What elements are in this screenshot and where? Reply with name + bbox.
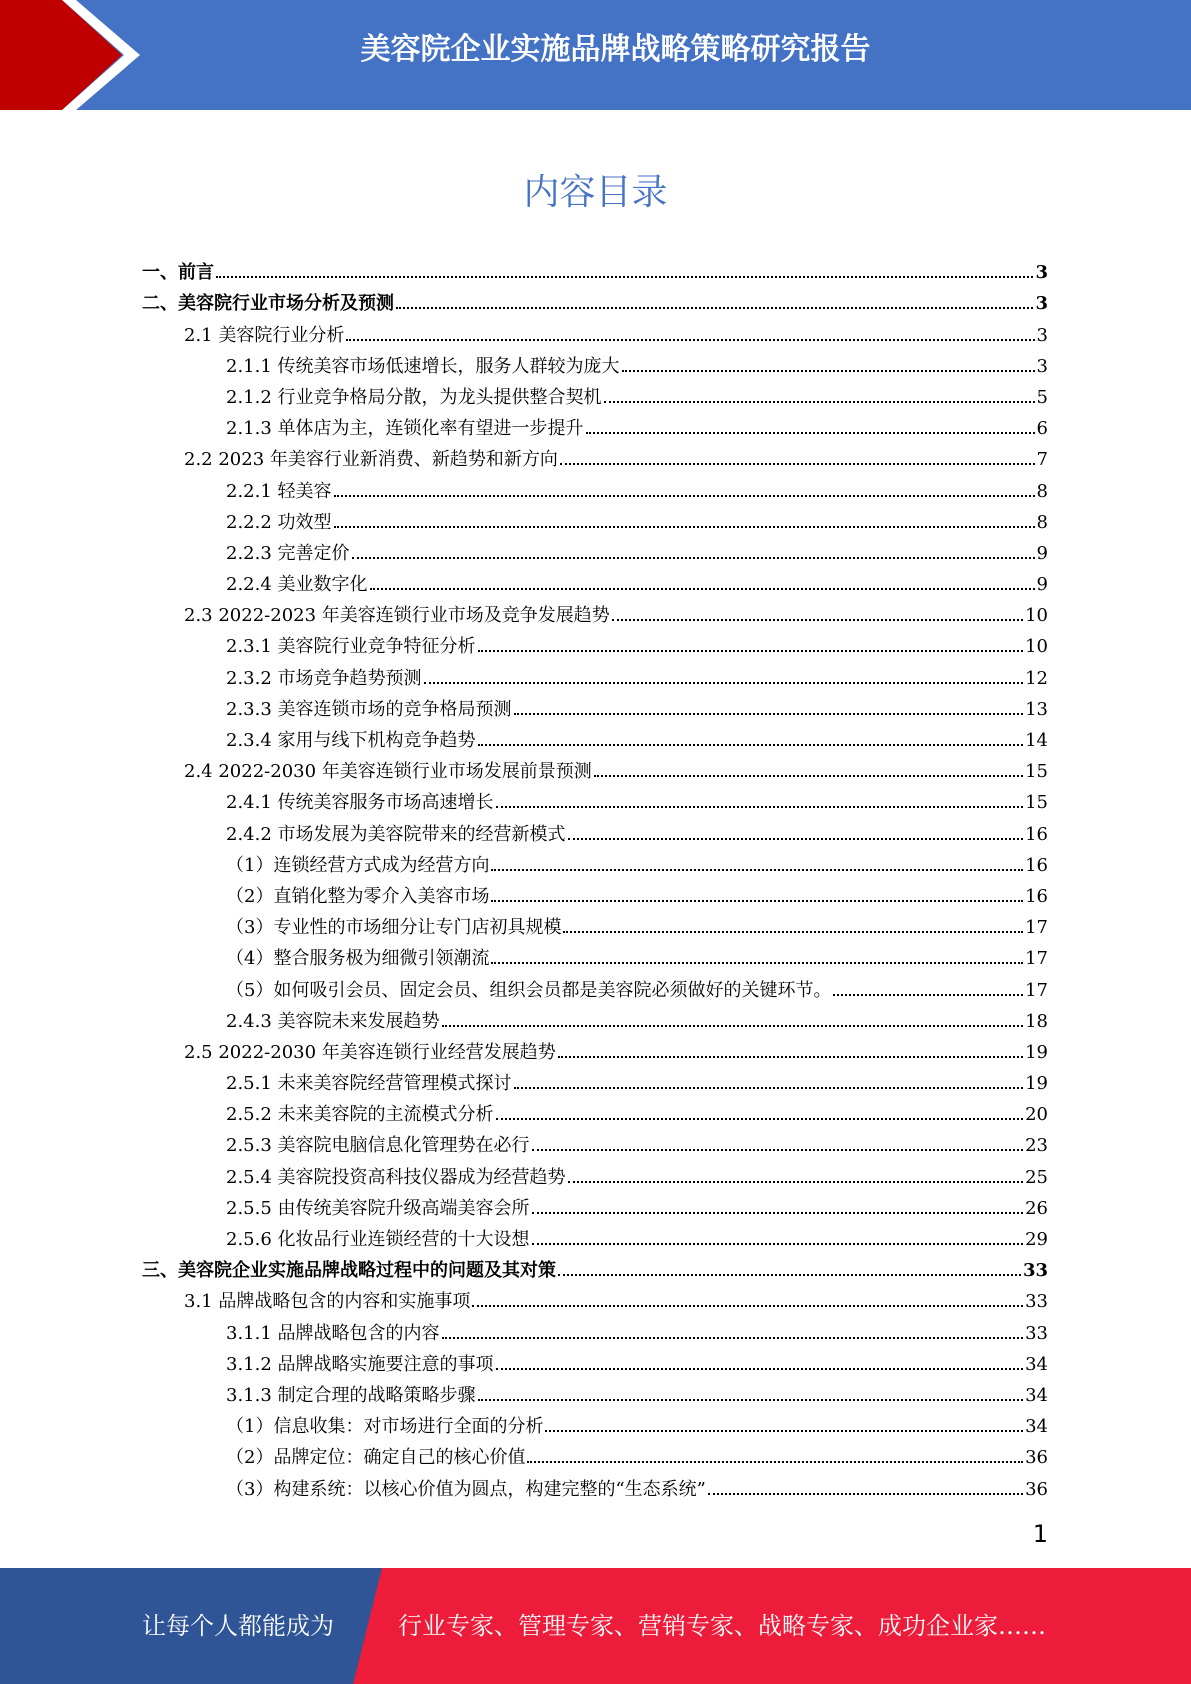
toc-entry-page: 33 bbox=[1025, 1322, 1048, 1344]
toc-entry[interactable] bbox=[142, 939, 1048, 970]
toc-entry-text: 2.5.2 未来美容院的主流模式分析 bbox=[226, 1104, 494, 1126]
toc-entry-text: 一、前言 bbox=[142, 262, 214, 284]
toc-leader-dots bbox=[216, 276, 1033, 278]
toc-entry-text: 2.1.2 行业竞争格局分散，为龙头提供整合契机 bbox=[226, 386, 602, 408]
toc-entry-page: 36 bbox=[1025, 1478, 1048, 1500]
toc-entry-text: 2.2.2 功效型 bbox=[226, 511, 332, 533]
toc-entry-page: 6 bbox=[1036, 418, 1048, 440]
toc-entry[interactable] bbox=[142, 1376, 1048, 1407]
toc-entry[interactable] bbox=[142, 284, 1048, 315]
toc-leader-dots bbox=[833, 994, 1023, 996]
toc-entry-text: 2.2.4 美业数字化 bbox=[226, 574, 368, 596]
toc-leader-dots bbox=[594, 775, 1023, 777]
toc-entry[interactable] bbox=[142, 1407, 1048, 1438]
toc-entry-page: 33 bbox=[1022, 1260, 1048, 1282]
toc-entry-text: 2.3 2022-2023 年美容连锁行业市场及竞争发展趋势 bbox=[184, 605, 610, 627]
toc-entry-page: 18 bbox=[1025, 1010, 1048, 1032]
toc-leader-dots bbox=[563, 931, 1023, 933]
footer-slogan-right: 行业专家、管理专家、营销专家、战略专家、成功企业家…… bbox=[398, 1612, 1046, 1640]
toc-entry[interactable] bbox=[142, 596, 1048, 627]
toc-entry-text: 2.5.3 美容院电脑信息化管理势在必行 bbox=[226, 1135, 530, 1157]
toc-entry[interactable] bbox=[142, 1220, 1048, 1251]
toc-entry[interactable] bbox=[142, 347, 1048, 378]
toc-entry-page: 25 bbox=[1025, 1166, 1048, 1188]
toc-entry-text: （1）信息收集：对市场进行全面的分析 bbox=[226, 1416, 544, 1438]
toc-entry[interactable] bbox=[142, 534, 1048, 565]
toc-entry-text: 三、美容院企业实施品牌战略过程中的问题及其对策 bbox=[142, 1260, 556, 1282]
toc-leader-dots bbox=[708, 1493, 1023, 1495]
toc-entry-page: 34 bbox=[1025, 1416, 1048, 1438]
toc-leader-dots bbox=[442, 1337, 1024, 1339]
toc-leader-dots bbox=[478, 650, 1024, 652]
toc-leader-dots bbox=[532, 1212, 1024, 1214]
toc-entry[interactable] bbox=[142, 440, 1048, 471]
toc-entry-text: （3）专业性的市场细分让专门店初具规模 bbox=[226, 917, 562, 939]
toc-leader-dots bbox=[491, 869, 1023, 871]
toc-entry[interactable] bbox=[142, 565, 1048, 596]
toc-entry[interactable] bbox=[142, 1157, 1048, 1188]
toc-entry-page: 36 bbox=[1025, 1447, 1048, 1469]
toc-entry-text: 2.3.3 美容连锁市场的竞争格局预测 bbox=[226, 698, 512, 720]
toc-entry-text: （5）如何吸引会员、固定会员、组织会员都是美容院必须做好的关键环节。 bbox=[226, 979, 832, 1001]
toc-entry-text: 2.2 2023 年美容行业新消费、新趋势和新方向 bbox=[184, 449, 558, 471]
toc-entry-text: （4）整合服务极为细微引领潮流 bbox=[226, 948, 490, 970]
toc-leader-dots bbox=[478, 744, 1024, 746]
toc-entry[interactable] bbox=[142, 1313, 1048, 1344]
toc-entry-text: 2.4.3 美容院未来发展趋势 bbox=[226, 1010, 440, 1032]
toc-entry[interactable] bbox=[142, 814, 1048, 845]
toc-entry-text: 3.1.2 品牌战略实施要注意的事项 bbox=[226, 1353, 494, 1375]
toc-entry-page: 16 bbox=[1025, 885, 1048, 907]
toc-entry[interactable] bbox=[142, 1064, 1048, 1095]
toc-entry-text: 2.1.3 单体店为主，连锁化率有望进一步提升 bbox=[226, 418, 584, 440]
toc-leader-dots bbox=[396, 307, 1033, 309]
toc-entry[interactable] bbox=[142, 1189, 1048, 1220]
toc-entry-text: 2.3.1 美容院行业竞争特征分析 bbox=[226, 636, 476, 658]
toc-leader-dots bbox=[586, 432, 1035, 434]
toc-entry[interactable] bbox=[142, 908, 1048, 939]
report-title: 美容院企业实施品牌战略策略研究报告 bbox=[360, 32, 871, 67]
page-footer bbox=[0, 1568, 1191, 1684]
toc-entry-page: 34 bbox=[1025, 1384, 1048, 1406]
toc-leader-dots bbox=[334, 495, 1035, 497]
toc-entry-text: （2）品牌定位：确定自己的核心价值 bbox=[226, 1447, 526, 1469]
toc-leader-dots bbox=[527, 1461, 1023, 1463]
toc-entry-page: 3 bbox=[1036, 324, 1048, 346]
toc-leader-dots bbox=[472, 1305, 1023, 1307]
toc-entry-page: 10 bbox=[1025, 605, 1048, 627]
toc-leader-dots bbox=[560, 463, 1035, 465]
toc-leader-dots bbox=[604, 401, 1035, 403]
toc-entry[interactable] bbox=[142, 1251, 1048, 1282]
toc-entry[interactable] bbox=[142, 1345, 1048, 1376]
toc-entry-text: （2）直销化整为零介入美容市场 bbox=[226, 885, 490, 907]
toc-entry-page: 5 bbox=[1036, 386, 1048, 408]
toc-leader-dots bbox=[568, 1181, 1024, 1183]
toc-entry-page: 23 bbox=[1025, 1135, 1048, 1157]
toc-entry[interactable] bbox=[142, 1438, 1048, 1469]
toc-entry-page: 9 bbox=[1036, 542, 1048, 564]
toc-entry-text: 3.1 品牌战略包含的内容和实施事项 bbox=[184, 1291, 471, 1313]
page-header bbox=[0, 0, 1191, 110]
toc-entry-page: 15 bbox=[1025, 792, 1048, 814]
toc-entry-page: 16 bbox=[1025, 823, 1048, 845]
toc-leader-dots bbox=[558, 1274, 1021, 1276]
toc-entry-page: 33 bbox=[1025, 1291, 1048, 1313]
toc-entry[interactable] bbox=[142, 1126, 1048, 1157]
toc-entry[interactable] bbox=[142, 1033, 1048, 1064]
toc-entry[interactable] bbox=[142, 315, 1048, 346]
toc-leader-dots bbox=[491, 962, 1023, 964]
toc-entry-page: 3 bbox=[1036, 355, 1048, 377]
toc-entry-text: 2.5.1 未来美容院经营管理模式探讨 bbox=[226, 1073, 512, 1095]
toc-leader-dots bbox=[612, 619, 1023, 621]
toc-entry-text: 2.2.1 轻美容 bbox=[226, 480, 332, 502]
toc-entry-page: 13 bbox=[1025, 698, 1048, 720]
toc-entry[interactable] bbox=[142, 877, 1048, 908]
toc-entry-page: 17 bbox=[1025, 979, 1048, 1001]
toc-entry-page: 7 bbox=[1036, 449, 1048, 471]
toc-entry-page: 14 bbox=[1025, 730, 1048, 751]
toc-entry-text: 2.5.5 由传统美容院升级高端美容会所 bbox=[226, 1197, 530, 1219]
toc-entry-page: 8 bbox=[1036, 480, 1048, 502]
toc-entry-text: 2.5 2022-2030 年美容连锁行业经营发展趋势 bbox=[184, 1041, 556, 1063]
toc-entry-page: 20 bbox=[1025, 1104, 1048, 1126]
toc-entry[interactable] bbox=[142, 846, 1048, 877]
toc-entry-text: 3.1.1 品牌战略包含的内容 bbox=[226, 1322, 440, 1344]
toc-entry[interactable] bbox=[142, 471, 1048, 502]
toc-entry-page: 17 bbox=[1025, 917, 1048, 939]
toc-entry-text: 二、美容院行业市场分析及预测 bbox=[142, 293, 394, 315]
toc-entry-text: 2.4.2 市场发展为美容院带来的经营新模式 bbox=[226, 823, 566, 845]
toc-entry-page: 26 bbox=[1025, 1197, 1048, 1219]
toc-entry-text: 2.1 美容院行业分析 bbox=[184, 324, 345, 346]
toc-entry-text: 2.5.4 美容院投资高科技仪器成为经营趋势 bbox=[226, 1166, 566, 1188]
toc-entry-page: 15 bbox=[1025, 761, 1048, 783]
toc-entry[interactable] bbox=[142, 253, 1048, 284]
toc-entry[interactable] bbox=[142, 503, 1048, 534]
toc-entry[interactable] bbox=[142, 721, 1048, 752]
toc-entry[interactable] bbox=[142, 409, 1048, 440]
toc-entry[interactable] bbox=[142, 627, 1048, 658]
toc-leader-dots bbox=[496, 1118, 1024, 1120]
toc-leader-dots bbox=[352, 557, 1035, 559]
toc-entry-page: 9 bbox=[1036, 574, 1048, 596]
toc-entry[interactable] bbox=[142, 1002, 1048, 1033]
toc-leader-dots bbox=[346, 339, 1034, 341]
toc-entry-page: 16 bbox=[1025, 854, 1048, 876]
toc-entry-page: 19 bbox=[1025, 1073, 1048, 1095]
toc-leader-dots bbox=[532, 1243, 1024, 1245]
toc-entry[interactable] bbox=[142, 970, 1048, 1001]
toc-leader-dots bbox=[442, 1025, 1024, 1027]
page-number: 1 bbox=[1032, 1520, 1048, 1548]
toc-entry-text: （3）构建系统：以核心价值为圆点，构建完整的“生态系统” bbox=[226, 1478, 706, 1500]
toc-leader-dots bbox=[532, 1149, 1024, 1151]
toc-entry-text: 2.1.1 传统美容市场低速增长，服务人群较为庞大 bbox=[226, 355, 620, 377]
toc-entry-page: 19 bbox=[1025, 1041, 1048, 1063]
toc-leader-dots bbox=[424, 682, 1024, 684]
toc-entry-page: 3 bbox=[1035, 262, 1048, 284]
toc-entry-text: 2.2.3 完善定价 bbox=[226, 542, 350, 564]
toc-title: 内容目录 bbox=[523, 172, 668, 213]
toc-leader-dots bbox=[622, 370, 1035, 372]
toc-leader-dots bbox=[514, 1087, 1024, 1089]
toc-entry-page: 29 bbox=[1025, 1229, 1048, 1250]
toc-entry[interactable] bbox=[142, 658, 1048, 689]
toc-leader-dots bbox=[514, 713, 1024, 715]
toc-entry-text: 2.5.6 化妆品行业连锁经营的十大设想 bbox=[226, 1229, 530, 1250]
toc-entry-page: 34 bbox=[1025, 1353, 1048, 1375]
toc-leader-dots bbox=[370, 588, 1035, 590]
toc-entry-text: 2.4.1 传统美容服务市场高速增长 bbox=[226, 792, 494, 814]
toc-entry-text: 2.3.4 家用与线下机构竞争趋势 bbox=[226, 730, 476, 751]
toc-leader-dots bbox=[558, 1056, 1023, 1058]
toc-entry-text: 3.1.3 制定合理的战略策略步骤 bbox=[226, 1384, 476, 1406]
toc-entry-page: 17 bbox=[1025, 948, 1048, 970]
toc-leader-dots bbox=[545, 1430, 1023, 1432]
toc-entry-text: 2.4 2022-2030 年美容连锁行业市场发展前景预测 bbox=[184, 761, 592, 783]
toc-entry[interactable] bbox=[142, 1095, 1048, 1126]
toc-entry[interactable] bbox=[142, 690, 1048, 721]
toc-entry-text: （1）连锁经营方式成为经营方向 bbox=[226, 854, 490, 876]
toc-leader-dots bbox=[491, 900, 1023, 902]
toc-entry-page: 10 bbox=[1025, 636, 1048, 658]
toc-leader-dots bbox=[496, 1368, 1024, 1370]
toc-leader-dots bbox=[334, 526, 1035, 528]
toc-list bbox=[142, 253, 1048, 1501]
toc-entry-page: 12 bbox=[1025, 667, 1048, 689]
toc-leader-dots bbox=[478, 1399, 1024, 1401]
toc-entry-text: 2.3.2 市场竞争趋势预测 bbox=[226, 667, 422, 689]
toc-entry[interactable] bbox=[142, 378, 1048, 409]
toc-entry-page: 8 bbox=[1036, 511, 1048, 533]
toc-entry[interactable] bbox=[142, 1469, 1048, 1500]
toc-entry[interactable] bbox=[142, 783, 1048, 814]
toc-leader-dots bbox=[568, 838, 1024, 840]
toc-entry[interactable] bbox=[142, 752, 1048, 783]
toc-entry[interactable] bbox=[142, 1282, 1048, 1313]
toc-entry-page: 3 bbox=[1035, 293, 1048, 315]
toc-leader-dots bbox=[496, 806, 1024, 808]
footer-slogan-left: 让每个人都能成为 bbox=[142, 1612, 334, 1640]
